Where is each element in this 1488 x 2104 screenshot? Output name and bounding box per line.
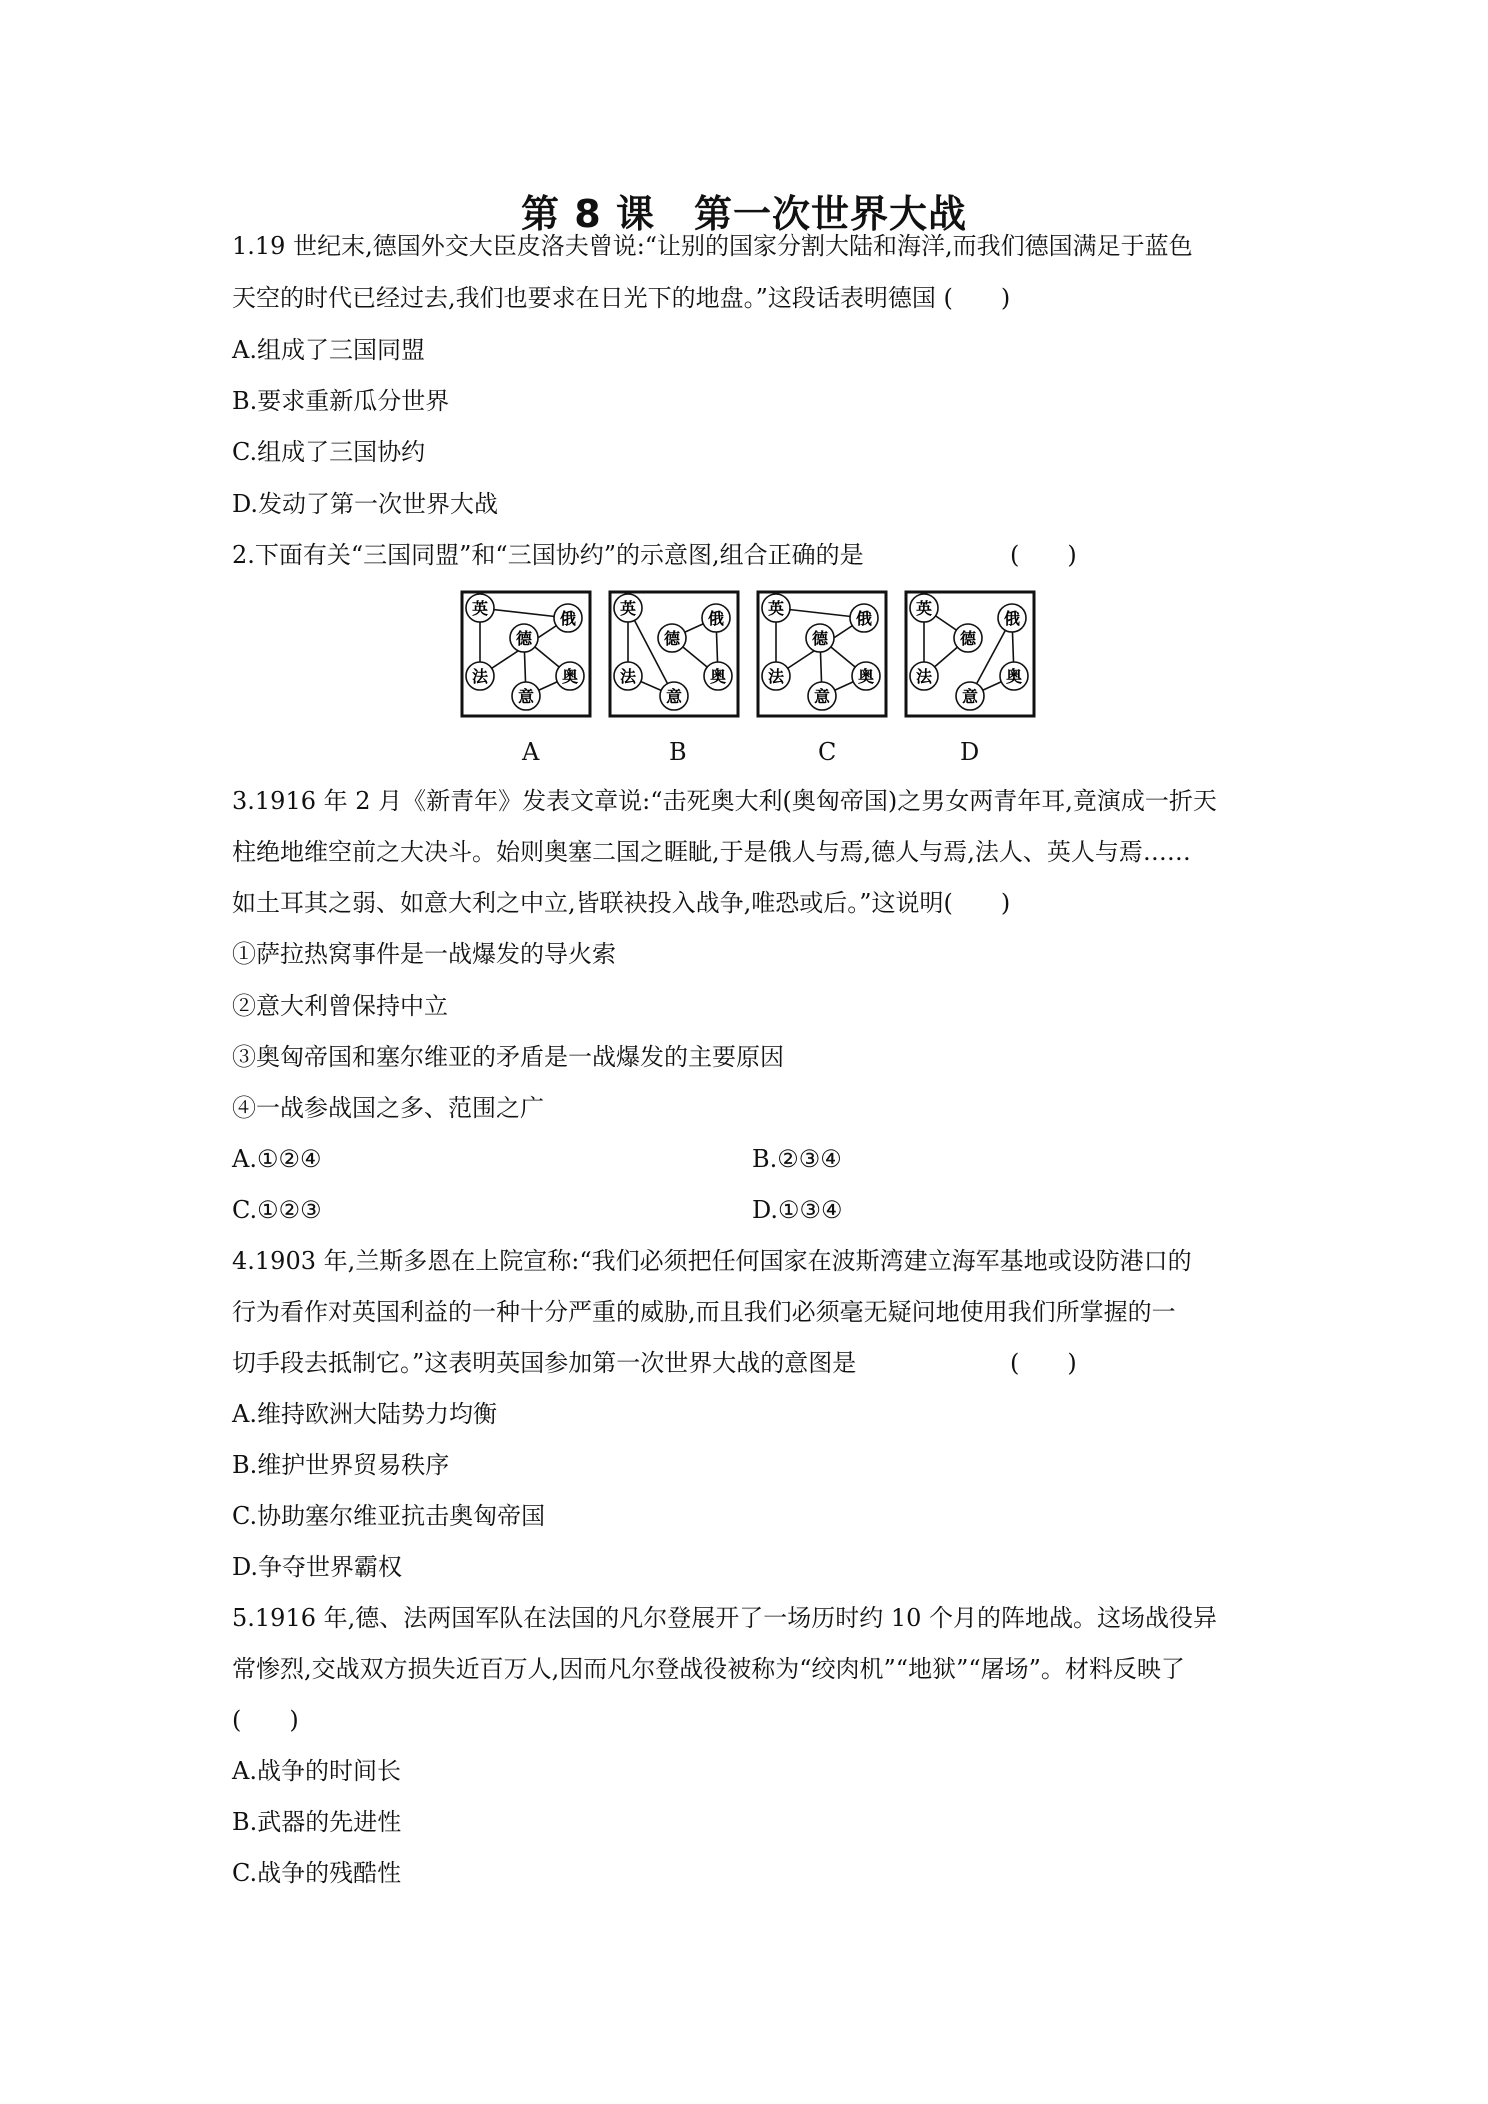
q5-option-c: C.战争的残酷性 bbox=[232, 1859, 402, 1887]
q3-stem-line-3: 如土耳其之弱、如意大利之中立,皆联袂投入战争,唯恐或后。”这说明( ) bbox=[232, 889, 1011, 917]
alliance-diagrams bbox=[460, 590, 1040, 735]
q4-stem-line-1: 4.1903 年,兰斯多恩在上院宣称:“我们必须把任何国家在波斯湾建立海军基地或设防港口的 bbox=[232, 1247, 1192, 1275]
country-label: 俄 bbox=[855, 609, 873, 628]
diagram-label-d: D bbox=[960, 738, 980, 766]
country-label: 英 bbox=[915, 599, 933, 618]
diagram-c bbox=[758, 592, 886, 716]
country-label: 德 bbox=[959, 629, 977, 648]
country-label: 奥 bbox=[561, 667, 579, 686]
q4-option-b: B.维护世界贸易秩序 bbox=[232, 1451, 450, 1479]
q5-option-b: B.武器的先进性 bbox=[232, 1808, 402, 1836]
q5-stem-line-3: ( ) bbox=[232, 1706, 299, 1734]
q4-option-c: C.协助塞尔维亚抗击奥匈帝国 bbox=[232, 1502, 546, 1530]
q3-item-1: ①萨拉热窝事件是一战爆发的导火索 bbox=[232, 940, 616, 968]
page-title: 第 8 课 第一次世界大战 bbox=[521, 192, 967, 236]
diagram-label-b: B bbox=[669, 738, 687, 766]
q4-option-d: D.争夺世界霸权 bbox=[232, 1553, 403, 1581]
country-label: 法 bbox=[767, 667, 785, 686]
q3-stem-line-1: 3.1916 年 2 月《新青年》发表文章说:“击死奥大利(奥匈帝国)之男女两青年耳,竟演成一折天 bbox=[232, 787, 1217, 815]
q3-option-b: B.②③④ bbox=[752, 1145, 842, 1173]
q1-stem-line-2: 天空的时代已经过去,我们也要求在日光下的地盘。”这段话表明德国 ( ) bbox=[232, 284, 1011, 312]
country-label: 德 bbox=[663, 629, 681, 648]
q3-item-3: ③奥匈帝国和塞尔维亚的矛盾是一战爆发的主要原因 bbox=[232, 1043, 784, 1071]
q3-option-c: C.①②③ bbox=[232, 1196, 322, 1224]
country-label: 德 bbox=[515, 629, 533, 648]
q4-stem-line-2: 行为看作对英国利益的一种十分严重的威胁,而且我们必须毫无疑问地使用我们所掌握的一 bbox=[232, 1298, 1176, 1326]
country-label: 法 bbox=[471, 667, 489, 686]
diagram-b bbox=[610, 592, 738, 716]
diagram-a bbox=[462, 592, 590, 716]
q2-answer-paren: ( ) bbox=[1010, 541, 1077, 569]
diagram-label-c: C bbox=[818, 738, 837, 766]
q4-answer-paren: ( ) bbox=[1010, 1349, 1077, 1377]
q4-stem-line-3: 切手段去抵制它。”这表明英国参加第一次世界大战的意图是 bbox=[232, 1349, 857, 1377]
q5-option-a: A.战争的时间长 bbox=[232, 1757, 401, 1785]
q2-stem: 2.下面有关“三国同盟”和“三国协约”的示意图,组合正确的是 bbox=[232, 541, 864, 569]
q5-stem-line-2: 常惨烈,交战双方损失近百万人,因而凡尔登战役被称为“绞肉机”“地狱”“屠场”。材料反映了 bbox=[232, 1655, 1185, 1683]
country-label: 英 bbox=[619, 599, 637, 618]
country-label: 奥 bbox=[857, 667, 875, 686]
q1-stem-line-1: 1.19 世纪末,德国外交大臣皮洛夫曾说:“让别的国家分割大陆和海洋,而我们德国满足于蓝色 bbox=[232, 232, 1193, 260]
country-label: 德 bbox=[811, 629, 829, 648]
country-label: 法 bbox=[619, 667, 637, 686]
q1-option-a: A.组成了三国同盟 bbox=[232, 336, 425, 364]
country-label: 意 bbox=[813, 687, 831, 706]
country-label: 奥 bbox=[709, 667, 727, 686]
diagram-label-a: A bbox=[522, 738, 540, 766]
country-label: 俄 bbox=[707, 609, 725, 628]
q4-option-a: A.维持欧洲大陆势力均衡 bbox=[232, 1400, 497, 1428]
country-label: 俄 bbox=[1003, 609, 1021, 628]
q3-option-a: A.①②④ bbox=[232, 1145, 322, 1173]
q3-item-2: ②意大利曾保持中立 bbox=[232, 992, 448, 1020]
country-label: 意 bbox=[517, 687, 535, 706]
q1-option-c: C.组成了三国协约 bbox=[232, 438, 426, 466]
country-label: 英 bbox=[767, 599, 785, 618]
q3-stem-line-2: 柱绝地维空前之大决斗。始则奥塞二国之睚眦,于是俄人与焉,德人与焉,法人、英人与焉…… bbox=[232, 838, 1191, 866]
q3-item-4: ④一战参战国之多、范围之广 bbox=[232, 1094, 544, 1122]
q3-option-d: D.①③④ bbox=[752, 1196, 843, 1224]
country-label: 意 bbox=[665, 687, 683, 706]
country-label: 俄 bbox=[559, 609, 577, 628]
q1-option-b: B.要求重新瓜分世界 bbox=[232, 387, 450, 415]
country-label: 意 bbox=[961, 687, 979, 706]
country-label: 法 bbox=[915, 667, 933, 686]
country-label: 奥 bbox=[1005, 667, 1023, 686]
q1-option-d: D.发动了第一次世界大战 bbox=[232, 490, 499, 518]
diagram-d bbox=[906, 592, 1034, 716]
q5-stem-line-1: 5.1916 年,德、法两国军队在法国的凡尔登展开了一场历时约 10 个月的阵地战。这场战役异 bbox=[232, 1604, 1218, 1632]
country-label: 英 bbox=[471, 599, 489, 618]
